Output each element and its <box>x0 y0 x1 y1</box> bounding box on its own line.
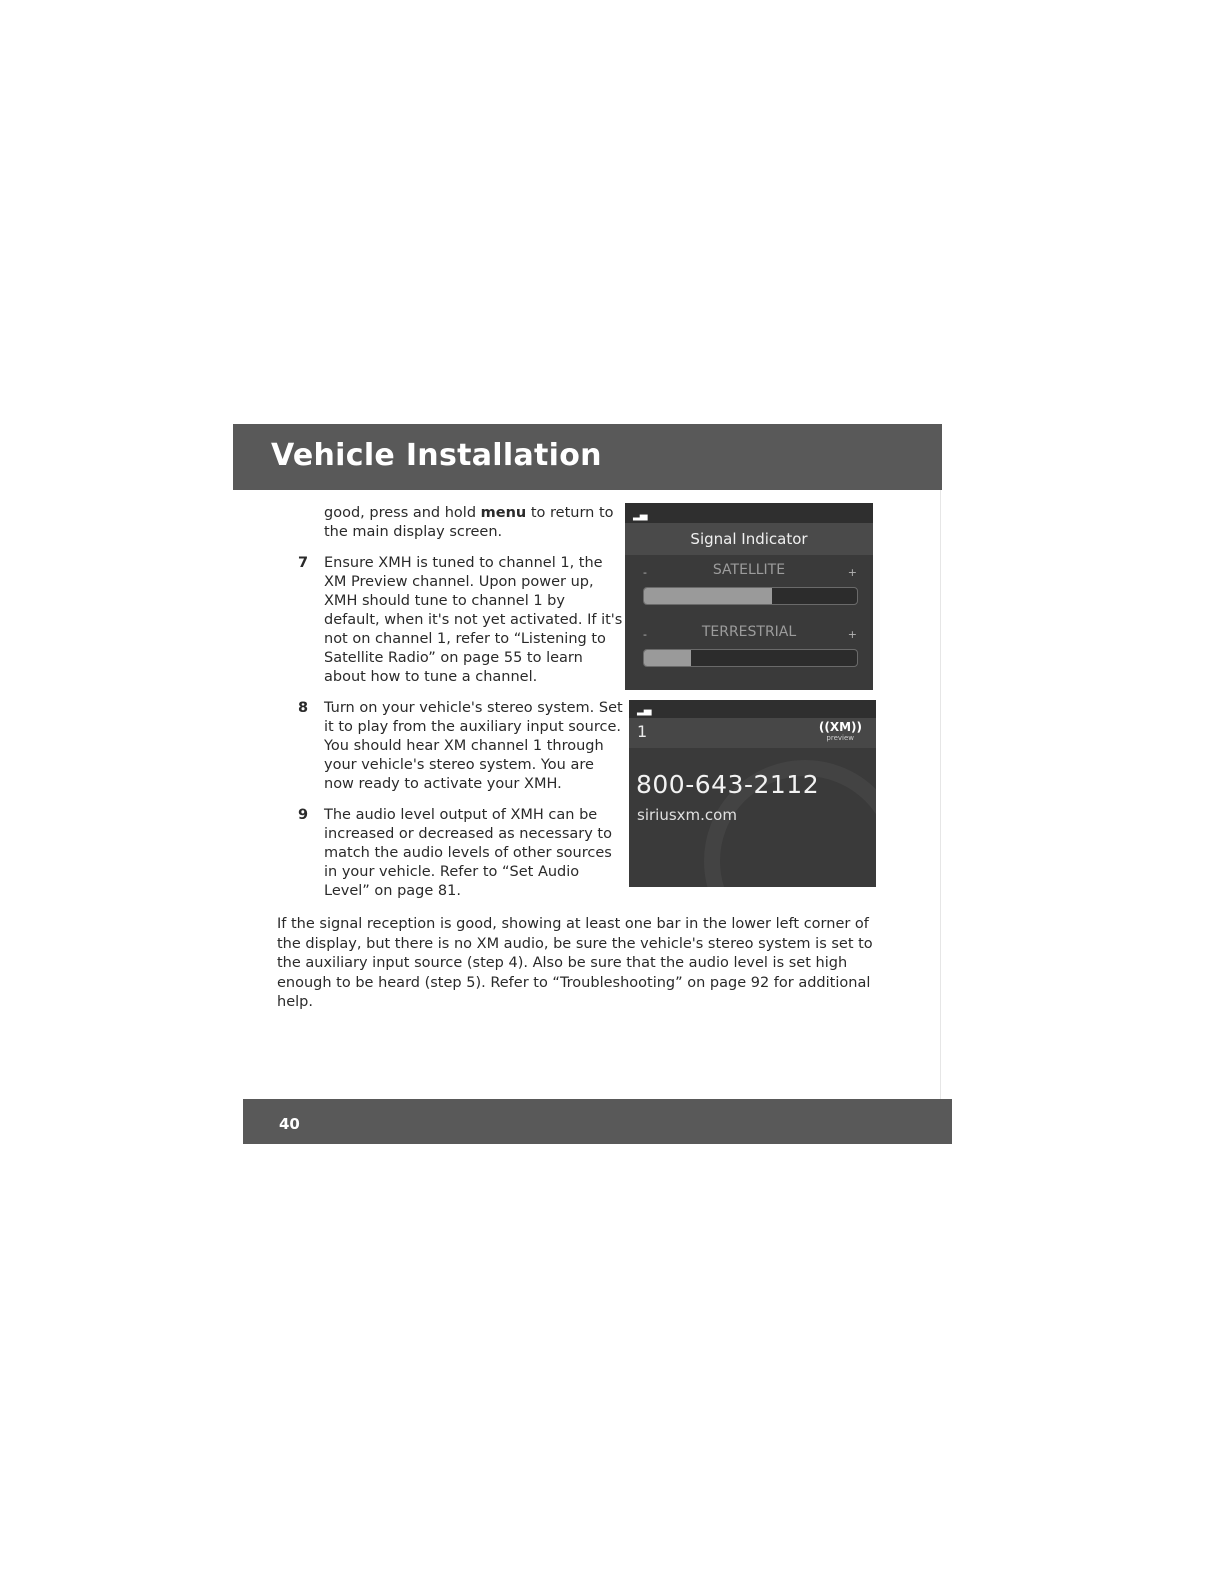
plus-icon: + <box>847 566 857 579</box>
page-edge-divider <box>940 490 941 1100</box>
minus-icon: - <box>643 566 647 579</box>
body-paragraph: If the signal reception is good, showing at least one bar in the lower left corner of the display, but there is no XM audio, be sure the vehicle's stereo system is set to the auxiliary input source (step 4). Also be sure that the audio level is set high enough to be heard (step 5). Refer to “Troubleshooting” on page 92 for additional help. <box>277 916 873 1010</box>
channel-number: 1 <box>637 722 648 741</box>
step-item <box>280 806 625 901</box>
signal-bars-icon: ▂▄ <box>637 705 651 716</box>
step-item <box>280 554 625 687</box>
steps-column <box>280 504 625 901</box>
phone-number: 800-643-2112 <box>636 770 820 799</box>
status-strip <box>625 503 873 523</box>
header-band <box>233 424 942 490</box>
xm-logo-subtext: preview <box>826 734 854 742</box>
lead-text-post: to return to the main display screen. <box>324 505 614 540</box>
page-title: Vehicle Installation <box>271 438 602 473</box>
status-strip <box>629 700 876 718</box>
step-text: Turn on your vehicle's stereo system. Set it to play from the auxiliary input source. You should hear XM channel 1 through your vehicle's stereo system. You are now ready to activate your XMH. <box>324 700 623 792</box>
terrestrial-label: TERRESTRIAL <box>701 624 797 640</box>
footer-band <box>243 1099 952 1144</box>
signal-indicator-screen <box>625 503 873 690</box>
satellite-label: SATELLITE <box>712 562 786 578</box>
step-text: Ensure XMH is tuned to channel 1, the XM Preview channel. Upon power up, XMH should tune to channel 1 by default, when it's not yet activated. If it's not on channel 1, refer to “Listening to Satellite Radio” on page 55 to learn about how to tune a channel. <box>324 555 623 685</box>
xm-logo: ((XM)) <box>818 720 862 734</box>
lead-paragraph <box>280 504 625 542</box>
screen-title: Signal Indicator <box>625 523 873 555</box>
lead-text-pre: good, press and hold <box>324 505 481 521</box>
xm-preview-screen <box>629 700 876 887</box>
step-number: 8 <box>298 700 309 716</box>
step-number: 9 <box>298 807 309 823</box>
website: siriusxm.com <box>637 806 737 824</box>
terrestrial-level-bar <box>643 649 858 667</box>
signal-bars-icon: ▂▄ <box>633 510 647 521</box>
plus-icon: + <box>847 628 857 641</box>
satellite-level-bar <box>643 587 858 605</box>
terrestrial-level-fill <box>644 650 691 666</box>
menu-keyword: menu <box>480 505 527 521</box>
page-number: 40 <box>279 1115 300 1133</box>
minus-icon: - <box>643 628 647 641</box>
step-text: The audio level output of XMH can be increased or decreased as necessary to match the audio levels of other sources in your vehicle. Refer to “Set Audio Level” on page 81. <box>324 807 612 899</box>
step-item <box>280 699 625 794</box>
satellite-level-fill <box>644 588 772 604</box>
step-number: 7 <box>298 555 309 571</box>
